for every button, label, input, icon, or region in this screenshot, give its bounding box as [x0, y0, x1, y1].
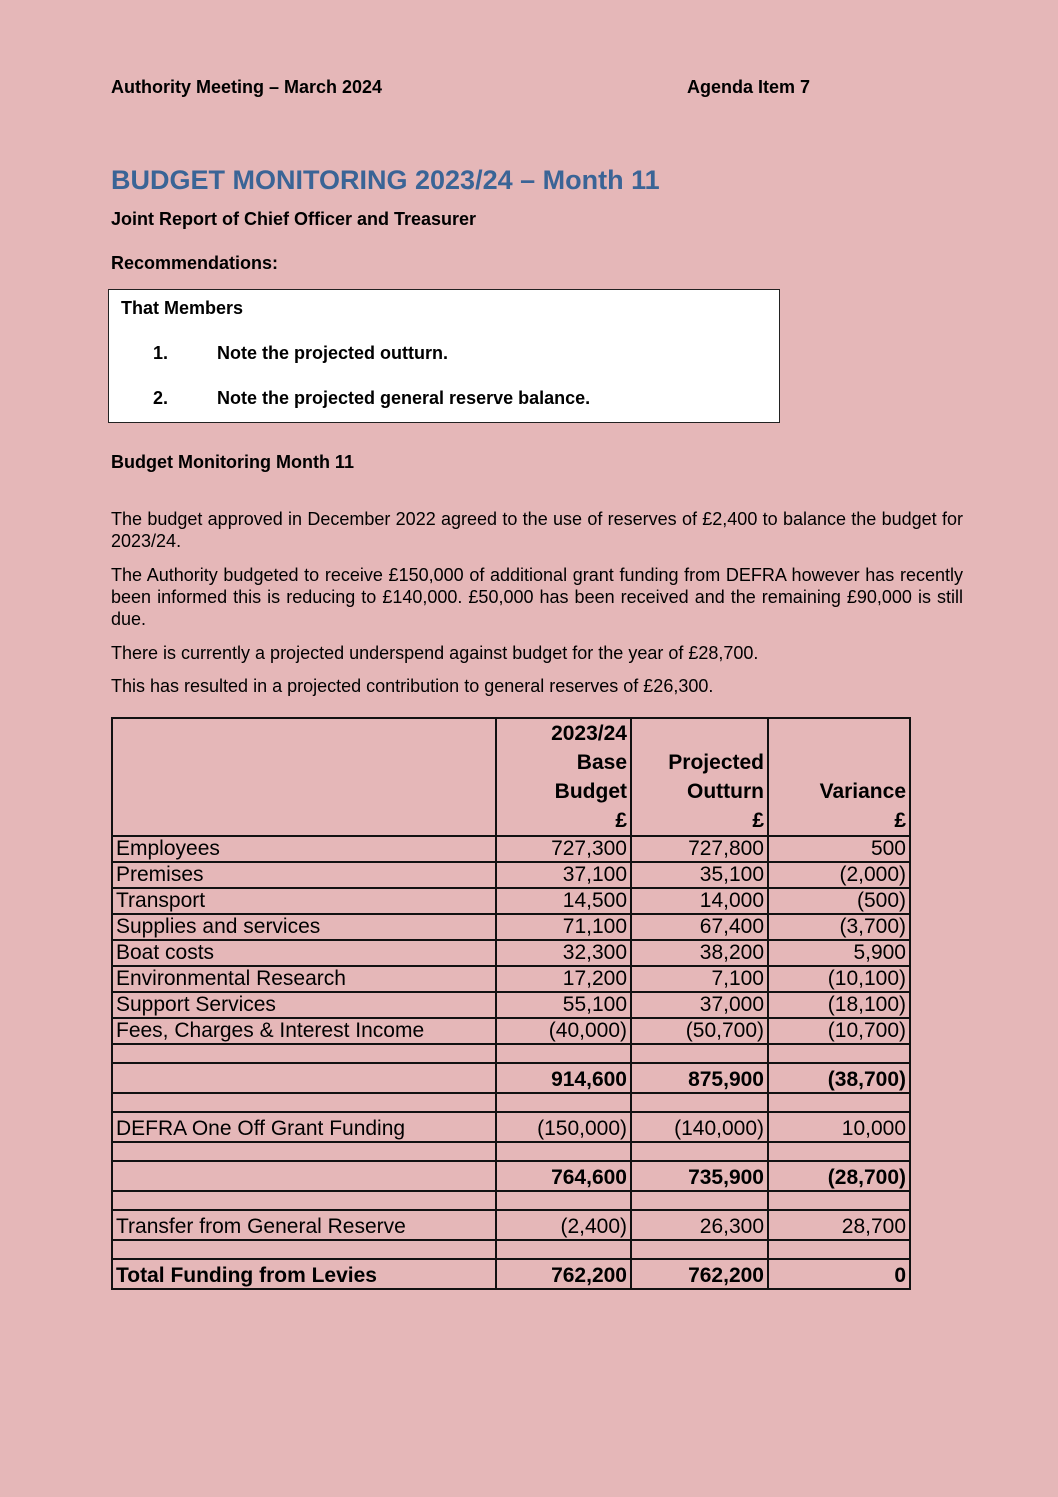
total-row [112, 1259, 910, 1289]
row-label: Employees [112, 836, 496, 862]
table-row [112, 1018, 910, 1044]
projected-outturn-cell: 14,000 [631, 888, 768, 914]
variance-cell: (18,100) [768, 992, 910, 1018]
row-label: Boat costs [112, 940, 496, 966]
variance-cell: 5,900 [768, 940, 910, 966]
recommendations-heading: Recommendations: [111, 253, 279, 273]
table-row [112, 940, 910, 966]
variance-cell: 500 [768, 836, 910, 862]
projected-outturn-cell: 735,900 [631, 1161, 768, 1191]
subtotal-row [112, 1161, 910, 1191]
base-budget-cell: 55,100 [496, 992, 631, 1018]
recommendations-intro: That Members [121, 298, 244, 318]
variance-cell: (10,100) [768, 966, 910, 992]
recommendation-number: 2. [153, 388, 169, 408]
projected-outturn-cell: 35,100 [631, 862, 768, 888]
header-projected-outturn [631, 718, 768, 836]
row-label: DEFRA One Off Grant Funding [112, 1112, 496, 1142]
row-label: Supplies and services [112, 914, 496, 940]
paragraph-underspend: There is currently a projected underspend against budget for the year of £28,700. [111, 643, 759, 663]
projected-outturn-cell: 26,300 [631, 1210, 768, 1240]
page-title: BUDGET MONITORING 2023/24 – Month 11 [111, 165, 660, 195]
blank-row [112, 1044, 910, 1063]
base-budget-cell: 17,200 [496, 966, 631, 992]
blank-row [112, 1191, 910, 1210]
row-label: Environmental Research [112, 966, 496, 992]
base-budget-cell: (150,000) [496, 1112, 631, 1142]
recommendation-text: Note the projected general reserve balance. [217, 388, 591, 408]
paragraph-contribution: This has resulted in a projected contribution to general reserves of £26,300. [111, 676, 714, 696]
variance-cell: (10,700) [768, 1018, 910, 1044]
header-line: Outturn [687, 780, 764, 803]
subtotal-label [112, 1161, 496, 1191]
table-row [112, 836, 910, 862]
meeting-header: Authority Meeting – March 2024 [111, 77, 383, 97]
table-header-blank [112, 718, 496, 836]
base-budget-cell: 32,300 [496, 940, 631, 966]
projected-outturn-cell: 38,200 [631, 940, 768, 966]
subtotal-label [112, 1063, 496, 1093]
header-line: Variance [819, 780, 906, 803]
reserve-row [112, 1210, 910, 1240]
base-budget-cell: (2,400) [496, 1210, 631, 1240]
variance-cell: (500) [768, 888, 910, 914]
header-line: Projected [668, 751, 764, 774]
base-budget-cell: 914,600 [496, 1063, 631, 1093]
projected-outturn-cell: (50,700) [631, 1018, 768, 1044]
base-budget-cell: (40,000) [496, 1018, 631, 1044]
projected-outturn-cell: 875,900 [631, 1063, 768, 1093]
projected-outturn-cell: 67,400 [631, 914, 768, 940]
table-row [112, 914, 910, 940]
row-label: Total Funding from Levies [112, 1259, 496, 1289]
header-line: £ [894, 809, 906, 832]
blank-row [112, 1240, 910, 1259]
paragraph-reserves: The budget approved in December 2022 agreed to the use of reserves of £2,400 to balance the budget for 2023/24. [111, 509, 963, 551]
table-row [112, 862, 910, 888]
variance-cell: 0 [768, 1259, 910, 1289]
table-row [112, 992, 910, 1018]
blank-row [112, 1142, 910, 1161]
projected-outturn-cell: 762,200 [631, 1259, 768, 1289]
paragraph-defra: The Authority budgeted to receive £150,000 of additional grant funding from DEFRA however has recently been informed this is reducing to £140,000. £50,000 has been received and the remaining £90,000 is still due. [111, 565, 963, 629]
header-line: Budget [554, 780, 627, 803]
recommendations-box [108, 289, 780, 423]
variance-cell: (38,700) [768, 1063, 910, 1093]
header-base-budget [496, 718, 631, 836]
base-budget-cell: 762,200 [496, 1259, 631, 1289]
variance-cell: (3,700) [768, 914, 910, 940]
base-budget-cell: 764,600 [496, 1161, 631, 1191]
row-label: Support Services [112, 992, 496, 1018]
table-row [112, 888, 910, 914]
projected-outturn-cell: 7,100 [631, 966, 768, 992]
blank-row [112, 1093, 910, 1112]
header-line: £ [615, 809, 627, 832]
header-line: 2023/24 [551, 722, 627, 745]
base-budget-cell: 14,500 [496, 888, 631, 914]
variance-cell: 28,700 [768, 1210, 910, 1240]
base-budget-cell: 37,100 [496, 862, 631, 888]
variance-cell: (2,000) [768, 862, 910, 888]
projected-outturn-cell: 37,000 [631, 992, 768, 1018]
budget-table [111, 717, 911, 1290]
defra-row [112, 1112, 910, 1142]
recommendation-number: 1. [153, 343, 169, 363]
table-row [112, 966, 910, 992]
header-line: £ [752, 809, 764, 832]
variance-cell: (28,700) [768, 1161, 910, 1191]
projected-outturn-cell: 727,800 [631, 836, 768, 862]
table-header-row [112, 718, 910, 836]
base-budget-cell: 727,300 [496, 836, 631, 862]
header-line: Base [576, 751, 627, 774]
agenda-item-label: Agenda Item 7 [687, 77, 811, 97]
base-budget-cell: 71,100 [496, 914, 631, 940]
section-heading: Budget Monitoring Month 11 [111, 452, 354, 472]
row-label: Premises [112, 862, 496, 888]
report-subtitle: Joint Report of Chief Officer and Treasurer [111, 209, 477, 229]
subtotal-row [112, 1063, 910, 1093]
row-label: Transport [112, 888, 496, 914]
projected-outturn-cell: (140,000) [631, 1112, 768, 1142]
row-label: Transfer from General Reserve [112, 1210, 496, 1240]
row-label: Fees, Charges & Interest Income [112, 1018, 496, 1044]
variance-cell: 10,000 [768, 1112, 910, 1142]
recommendation-text: Note the projected outturn. [217, 343, 448, 363]
header-variance [768, 718, 910, 836]
